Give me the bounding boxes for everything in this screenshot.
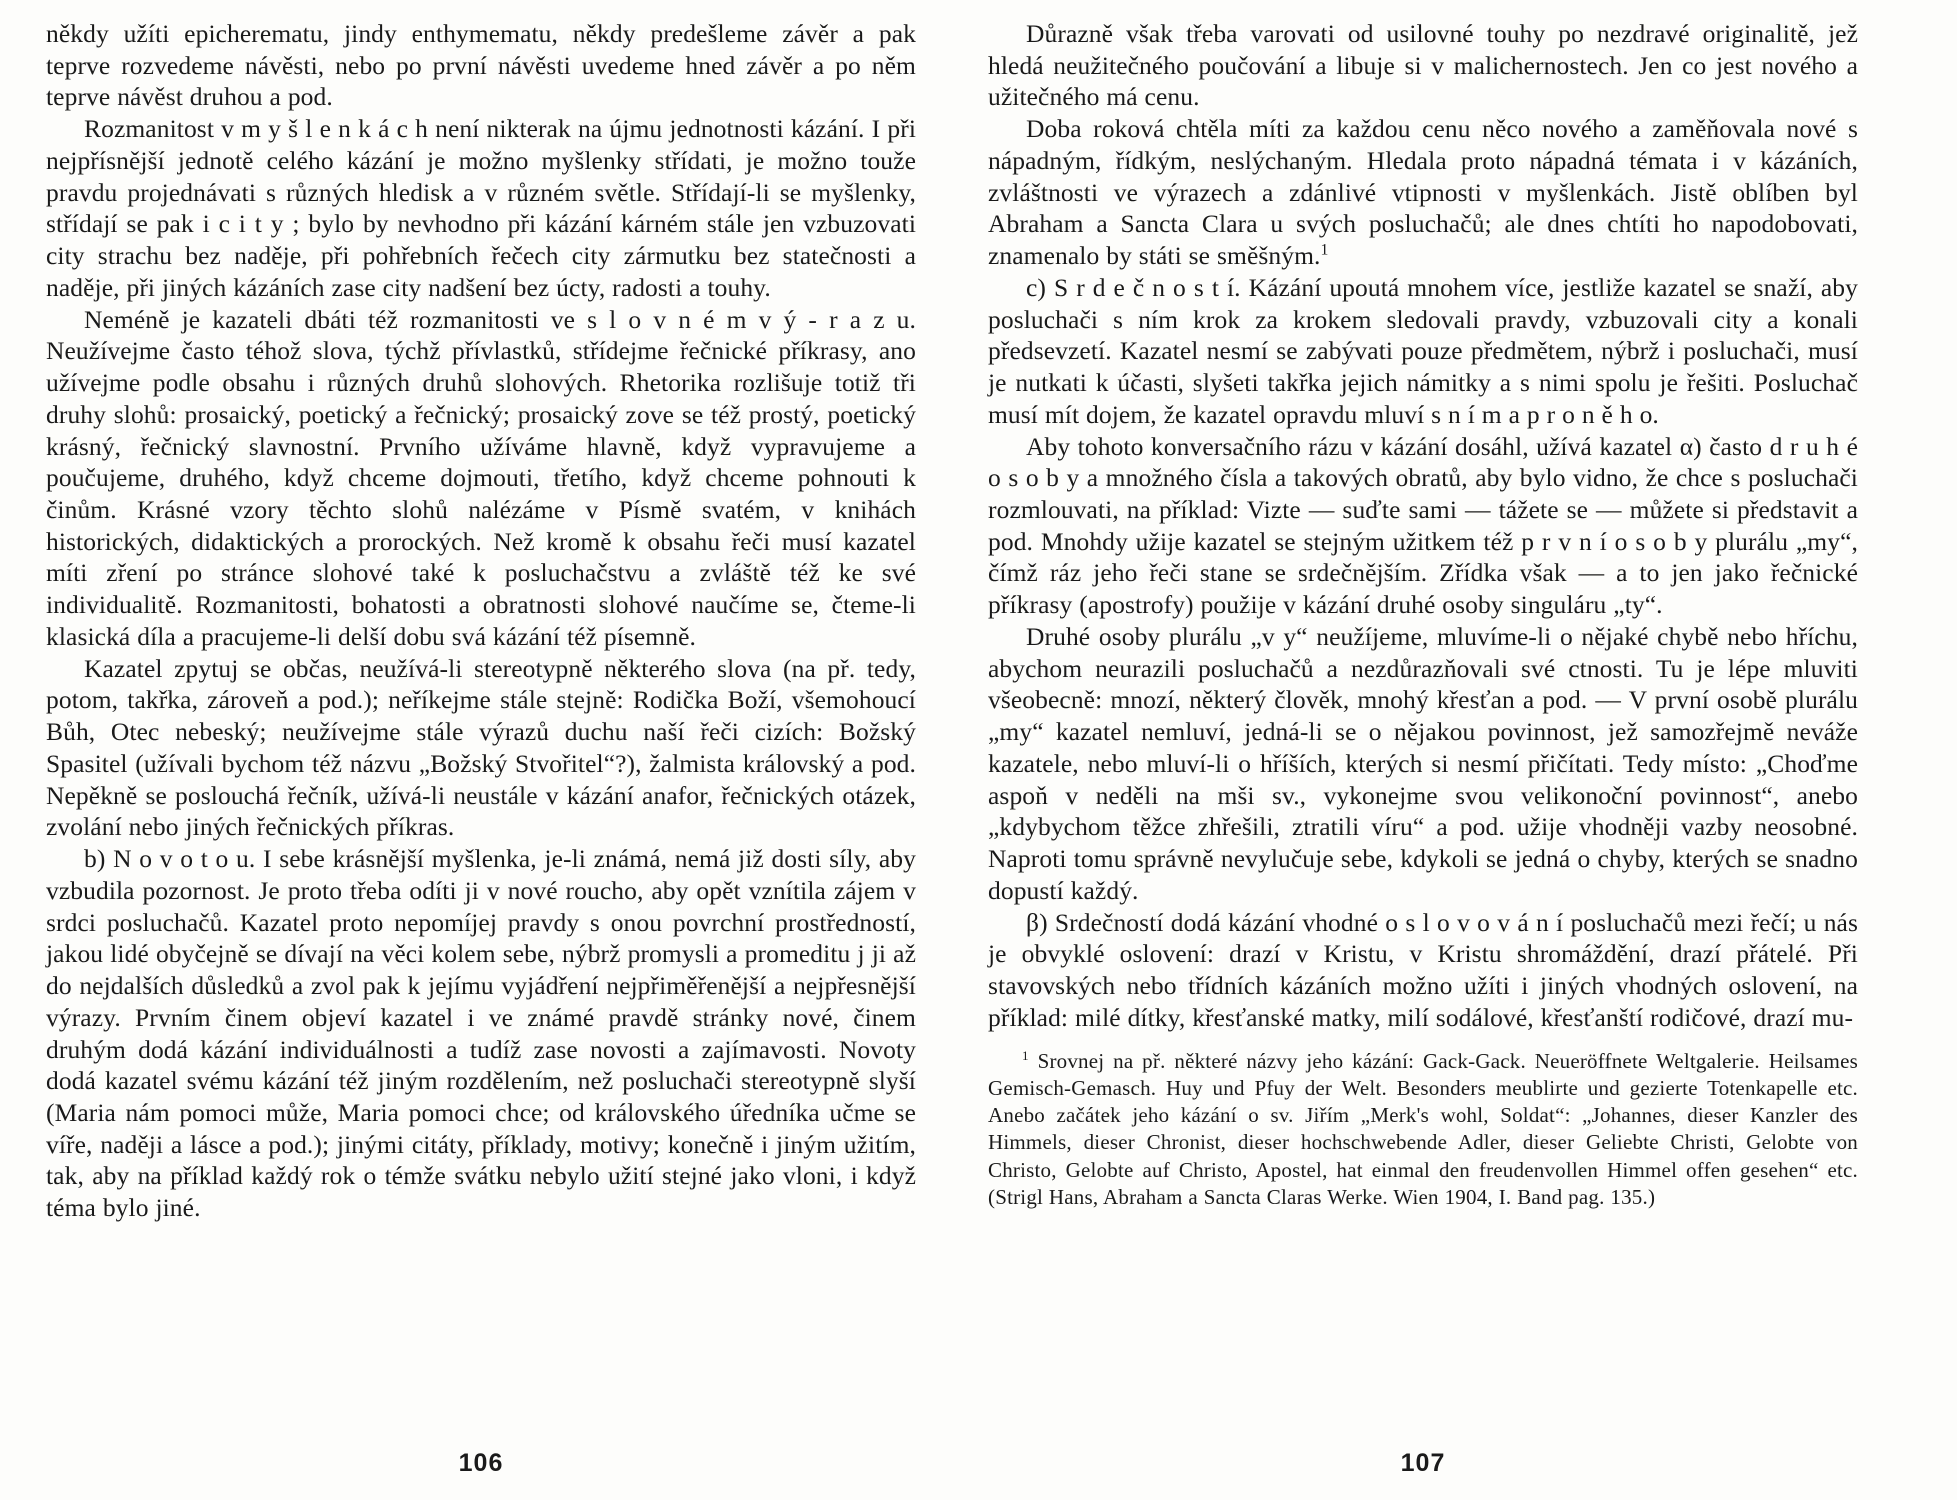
paragraph-section-beta: β) Srdečností dodá kázání vhodné o s l o v o v á n í posluchačů mezi řečí; u nás je obvyklé oslovení: drazí v Kristu, v Kristu shromáždění, drazí přátelé. Při stavovských nebo třídních kázáních možno užíti i jiných vhodných oslovení, na příklad: milé dítky, křesťanské matky, milí sodálové, křesťanští rodičové, drazí mu-	[988, 907, 1858, 1032]
footnote-text: Srovnej na př. některé názvy jeho kázání: Gack-Gack. Neueröffnete Weltgalerie. Heilsames Gemisch-Gemasch. Huy und Pfuy der Welt. Besonders meublirte und gezierte Totenkapelle etc. Anebo začátek jeho kázání o sv. Jiřím „Merk's wohl, Soldat“: „Johannes, dieser Kanzler des Himmels, dieser Chronist, dieser hochschwebende Adler, dieser Geliebte Christi, Gelobte von Christo, Gelobte auf Christo, Apostel, hat einmal den freudenvollen Himmel offen gesehen“ etc. (Strigl Hans, Abraham a Sancta Claras Werke. Wien 1904, I. Band pag. 135.)	[988, 1048, 1858, 1209]
paragraph-section-c: c) S r d e č n o s t í. Kázání upoutá mnohem více, jestliže kazatel se snaží, aby posluchači s ním krok za krokem sledovali pravdy, vzbuzovali city a konali předsevzetí. Kazatel nesmí se zabývati pouze předmětem, nýbrž i posluchači, musí je nutkati k účasti, slyšeti takřka jejich námitky a s nimi spolu je řešiti. Posluchač musí mít dojem, že kazatel opravdu mluví s n í m a p r o n ě h o.	[988, 272, 1858, 429]
footnote-marker: 1	[1022, 1047, 1029, 1063]
paragraph: Kazatel zpytuj se občas, neužívá-li stereotypně některého slova (na př. tedy, potom, takřka, zároveň a pod.); neříkejme stále stejně: Rodička Boží, všemohoucí Bůh, Otec nebeský; neužívejme stále výrazů duchu naší řeči cizích: Božský Spasitel (užívali bychom též názvu „Božský Stvořitel“?), žalmista královský a pod. Nepěkně se poslouchá řečník, užívá-li neustále v kázání anafor, řečnických otázek, zvolání nebo jiných řečnických příkras.	[46, 653, 916, 842]
paragraph-section-b: b) N o v o t o u. I sebe krásnější myšlenka, je-li známá, nemá již dosti síly, aby vzbudila pozornost. Je proto třeba odíti ji v nové roucho, aby opět vznítila zájem v srdci posluchačů. Kazatel proto nepomíjej pravdy s onou povrchní prostředností, jakou lidé obyčejně se dívají na věci kolem sebe, nýbrž promysli a promeditu j ji až do nejdalších důsledků a zvol pak k jejímu vyjádření nejpřiměřenější a nejpřesnější výrazy. Prvním činem objeví kazatel i ve známé pravdě stránky nové, činem druhým dodá kázání individuálnosti a tudíž zase novosti a zajímavosti. Novoty dodá kazatel svému kázání též jiným rozdělením, než posluchači stereotypně slyší (Maria nám pomoci může, Maria pomoci chce; od královského úředníka učme se víře, naději a lásce a pod.); jinými citáty, příklady, motivy; konečně i jiným užitím, tak, aby na příklad každý rok o témže svátku nebylo užití stejné jako vloni, i když téma bylo jiné.	[46, 844, 916, 1223]
footnote-reference: 1	[1320, 241, 1329, 259]
right-page-column	[988, 18, 1858, 1408]
paragraph: Neméně je kazateli dbáti též rozmanitosti ve s l o v n é m v ý - r a z u. Neužívejme často téhož slova, týchž přívlastků, střídejme řečnické příkrasy, ano užívejme podle obsahu i různých druhů slohových. Rhetorika rozlišuje totiž tři druhy slohů: prosaický, poetický a řečnický; prosaický zove se též prostý, poetický krásný, řečnický slavnostní. Prvního užíváme hlavně, když vypravujeme a poučujeme, druhého, když chceme dojmouti, třetího, když chceme pohnouti k činům. Krásné vzory těchto slohů nalézáme v Písmě svatém, v knihách historických, didaktických a prorockých. Než kromě k obsahu řeči musí kazatel míti zření po stránce slohové také k posluchačstvu a zvláště též ke své individualitě. Rozmanitosti, bohatosti a obratnosti slohové naučíme se, čteme-li klasická díla a pracujeme-li delší dobu svá kázání též písemně.	[46, 304, 916, 651]
left-page-column	[46, 18, 916, 1408]
folio-left: 106	[458, 1449, 504, 1477]
paragraph-text: Doba roková chtěla míti za každou cenu něco nového a zaměňovala nové s nápadným, řídkým, neslýchaným. Hledala proto nápadná témata i v kázáních, zvláštnosti ve výrazech a zdánlivé vtipnosti v myšlenkách. Jistě oblíben byl Abraham a Sancta Clara u svých posluchačů; ale dnes chtíti ho napodobovati, znamenalo by státi se směšným.	[988, 114, 1858, 271]
paragraph: Druhé osoby plurálu „v y“ neužíjeme, mluvíme-li o nějaké chybě nebo hříchu, abychom neurazili posluchačů a nezdůrazňovali své ctnosti. Tu je lépe mluviti všeobecně: mnozí, některý člověk, mnohý křesťan a pod. — V první osobě plurálu „my“ kazatel nemluví, jedná-li se o nějakou povinnost, jež samozřejmě neváže kazatele, nebo mluví-li o hříších, kterých si nesmí přičítati. Tedy místo: „Choďme aspoň v neděli na mši sv., vykonejme svou velikonoční povinnost“, anebo „kdybychom těžce zhřešili, ztratili víru“ a pod. užije vhodněji vazby neosobné. Naproti tomu správně nevylučuje sebe, kdykoli se jedná o chyby, kterých se snadno dopustí každý.	[988, 621, 1858, 905]
paragraph-with-footnote-ref	[988, 113, 1858, 272]
footnotes-block	[988, 1048, 1858, 1212]
paragraph: Aby tohoto konversačního rázu v kázání dosáhl, užívá kazatel α) často d r u h é o s o b y a množného čísla a takových obratů, aby bylo vidno, že chce s posluchači rozmlouvati, na příklad: Vizte — suďte sami — tážete se — můžete si představit a pod. Mnohdy užije kazatel se stejným užitkem též p r v n í o s o b y plurálu „my“, čímž ráz jeho řeči stane se srdečnějším. Zřídka však — a to jen jako řečnické příkrasy (apostrofy) použije v kázání druhé osoby singuláru „ty“.	[988, 431, 1858, 620]
page-folios	[46, 1449, 1911, 1478]
paragraph: Rozmanitost v m y š l e n k á c h není nikterak na újmu jednotnosti kázání. I při nejpřísnější jednotě celého kázání je možno myšlenky střídati, je možno touže pravdu projednávati s různých hledisk a v různém světle. Střídají-li se myšlenky, střídají se pak i c i t y ; bylo by nevhodno při kázání kárném stále jen vzbuzovati city strachu bez naděje, při pohřebních řečech city zármutku bez statečnosti a naděje, při jiných kázáních zase city nadšení bez úcty, radosti a touhy.	[46, 114, 916, 302]
footnote-item	[988, 1048, 1858, 1212]
two-column-spread	[46, 18, 1911, 1408]
folio-right: 107	[1400, 1449, 1446, 1477]
paragraph: Důrazně však třeba varovati od usilovné touhy po nezdravé originalitě, jež hledá neužitečného poučování a libuje si v malichernostech. Jen co jest nového a užitečného má cenu.	[988, 19, 1858, 112]
paragraph: někdy užíti epicherematu, jindy enthymematu, někdy predešleme závěr a pak teprve rozvedeme návěsti, nebo po první návěsti uvedeme hned závěr a po něm teprve návěst druhou a pod.	[46, 19, 916, 112]
